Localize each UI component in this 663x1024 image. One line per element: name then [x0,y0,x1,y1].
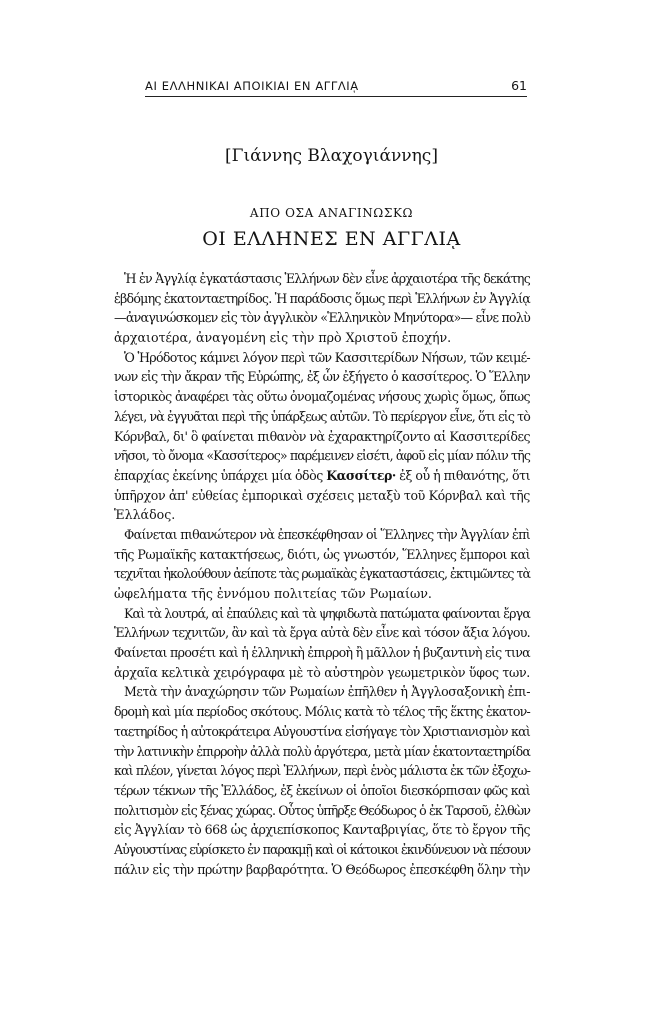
body-line: λέγει, νὰ ἐγγυᾶται περὶ τῆς ὑπάρξεως αὐτῶν. Τὸ περίεργον εἶνε, ὅτι εἰς τὸ [114,408,530,424]
body-line: Ἑλλάδος. [114,507,176,523]
body-line: πολιτισμὸν εἰς ξένας χώρας. Οὗτος ὑπῆρξε Θεόδωρος ὁ ἐκ Ταρσοῦ, ἐλθὼν [114,802,530,818]
body-line-segment: ἐξ οὗ ἡ πιθανότης, ὅτι [399,467,530,483]
running-head-title: ΑΙ ΕΛΛΗΝΙΚΑΙ ΑΠΟΙΚΙΑΙ ΕΝ ΑΓΓΛΙᾼ [145,79,359,93]
body-line: Κόρνβαλ, δι' ὃ φαίνεται πιθανὸν νὰ ἐχαρακτηρίζοντο αἱ Κασσιτερίδες [114,428,530,444]
article-subtitle: ΑΠΟ ΟΣΑ ΑΝΑΓΙΝΩΣΚΩ [249,206,414,220]
body-line [114,466,530,486]
body-line: ἱστορικὸς ἀναφέρει τὰς οὕτω ὀνομαζομένας νήσους χωρὶς ὅμως, ὅπως [114,389,530,405]
body-line: τέρων τέκνων τῆς Ἑλλάδος, ἐξ ἐκείνων οἱ ὁποῖοι διεσκόρπισαν φῶς καὶ [114,782,530,798]
body-line: δρομὴ καὶ μία περίοδος σκότους. Μόλις κατὰ τὸ τέλος τῆς ἕκτης ἑκατον- [114,704,530,720]
article-body [114,269,530,879]
body-line: ἑβδόμης ἑκατονταετηρίδος. Ἡ παράδοσις ὅμως περὶ Ἑλλήνων ἐν Ἀγγλίᾳ [114,290,530,306]
emphasized-word: Κασσίτερ· [326,467,396,483]
body-line: νων εἰς τὴν ἄκραν τῆς Εὐρώπης, ἐξ ὧν ἐξήγετο ὁ κασσίτερος. Ὁ Ἕλλην [114,369,530,385]
page-number: 61 [511,78,527,93]
body-line: Ἡ ἐν Ἀγγλίᾳ ἐγκατάστασις Ἑλλήνων δὲν εἶνε ἀρχαιοτέρα τῆς δεκάτης [124,271,530,286]
body-line: ἀρχαῖα κελτικὰ χειρόγραφα μὲ τὸ αὐστηρὸν γεωμετρικὸν ὕφος των. [114,664,530,680]
body-line: Φαίνεται πιθανώτερον νὰ ἐπεσκέφθησαν οἱ Ἕλληνες τὴν Ἀγγλίαν ἐπὶ [124,526,530,542]
body-line: πάλιν εἰς τὴν πρώτην βαρβαρότητα. Ὁ Θεόδωρος ἐπεσκέφθη ὅλην τὴν [114,861,530,877]
body-line: καὶ πλέον, γίνεται λόγος περὶ Ἑλλήνων, περὶ ἑνὸς μάλιστα ἐκ τῶν ἐξοχω- [114,763,530,779]
body-line: ὑπῆρχον ἀπ' εὐθείας ἐμπορικαὶ σχέσεις μεταξὺ τοῦ Κόρνβαλ καὶ τῆς [114,487,530,503]
body-line: ὠφελήματα τῆς ἐννόμου πολιτείας τῶν Ρωμαίων. [114,586,432,601]
body-line: εἰς Ἀγγλίαν τὸ 668 ὡς ἀρχιεπίσκοπος Κανταβριγίας, ὅτε τὸ ἔργον τῆς [114,822,530,838]
body-line: ταετηρίδος ἡ αὐτοκράτειρα Αὐγουστίνα εἰσήγαγε τὸν Χριστιανισμὸν καὶ [114,723,530,739]
body-line: τεχνῖται ἠκολούθουν ἀείποτε τὰς ρωμαϊκὰς ἐγκαταστάσεις, ἐκτιμῶντες τὰ [114,566,530,582]
body-line: Ὁ Ἡρόδοτος κάμνει λόγον περὶ τῶν Κασσιτερίδων Νήσων, τῶν κειμέ- [124,349,530,365]
body-line: τῆς Ρωμαϊκῆς κατακτήσεως, διότι, ὡς γνωστόν, Ἕλληνες ἔμποροι καὶ [114,546,530,562]
body-line: τὴν λατινικὴν ἐπιρροὴν ἀλλὰ πολὺ ἀργότερα, μετὰ μίαν ἑκατονταετηρίδα [114,743,530,759]
body-line: Φαίνεται προσέτι καὶ ἡ ἑλληνικὴ ἐπιρροὴ ἢ μᾶλλον ἡ βυζαντινὴ εἰς τινα [114,645,530,661]
body-line: νῆσοι, τὸ ὄνομα «Κασσίτερος» παρέμεινεν εἰσέτι, ἀφοῦ εἰς μίαν πόλιν τῆς [114,448,530,464]
body-line: Μετὰ τὴν ἀναχώρησιν τῶν Ρωμαίων ἐπῆλθεν ἡ Ἀγγλοσαξονικὴ ἐπι- [124,684,530,700]
body-line-segment: ἐπαρχίας ἐκείνης ὑπάρχει μία ὁδὸς [114,467,323,483]
body-line: —ἀναγινώσκομεν εἰς τὸν ἀγγλικὸν «Ἑλληνικὸν Μηνύτορα»— εἶνε πολὺ [114,310,530,326]
body-line: Καὶ τὰ λουτρά, αἱ ἐπαύλεις καὶ τὰ ψηφιδωτὰ πατώματα φαίνονται ἔργα [124,605,530,621]
body-line: Αὐγουστίνας εὑρίσκετο ἐν παρακμῇ καὶ οἱ κάτοικοι ἐκινδύνευον νὰ πέσουν [114,841,530,857]
author-name: [Γιάννης Βλαχογιάννης] [225,146,438,166]
body-line: ἀρχαιοτέρα, ἀναγομένη εἰς τὴν πρὸ Χριστοῦ ἐποχήν. [114,330,452,346]
article-title: ΟΙ ΕΛΛΗΝΕΣ ΕΝ ΑΓΓΛΙᾼ [202,228,461,250]
running-head [145,78,527,97]
body-line: Ἑλλήνων τεχνιτῶν, ἂν καὶ τὰ ἔργα αὐτὰ δὲν εἶνε καὶ τόσον ἄξια λόγου. [114,625,530,641]
